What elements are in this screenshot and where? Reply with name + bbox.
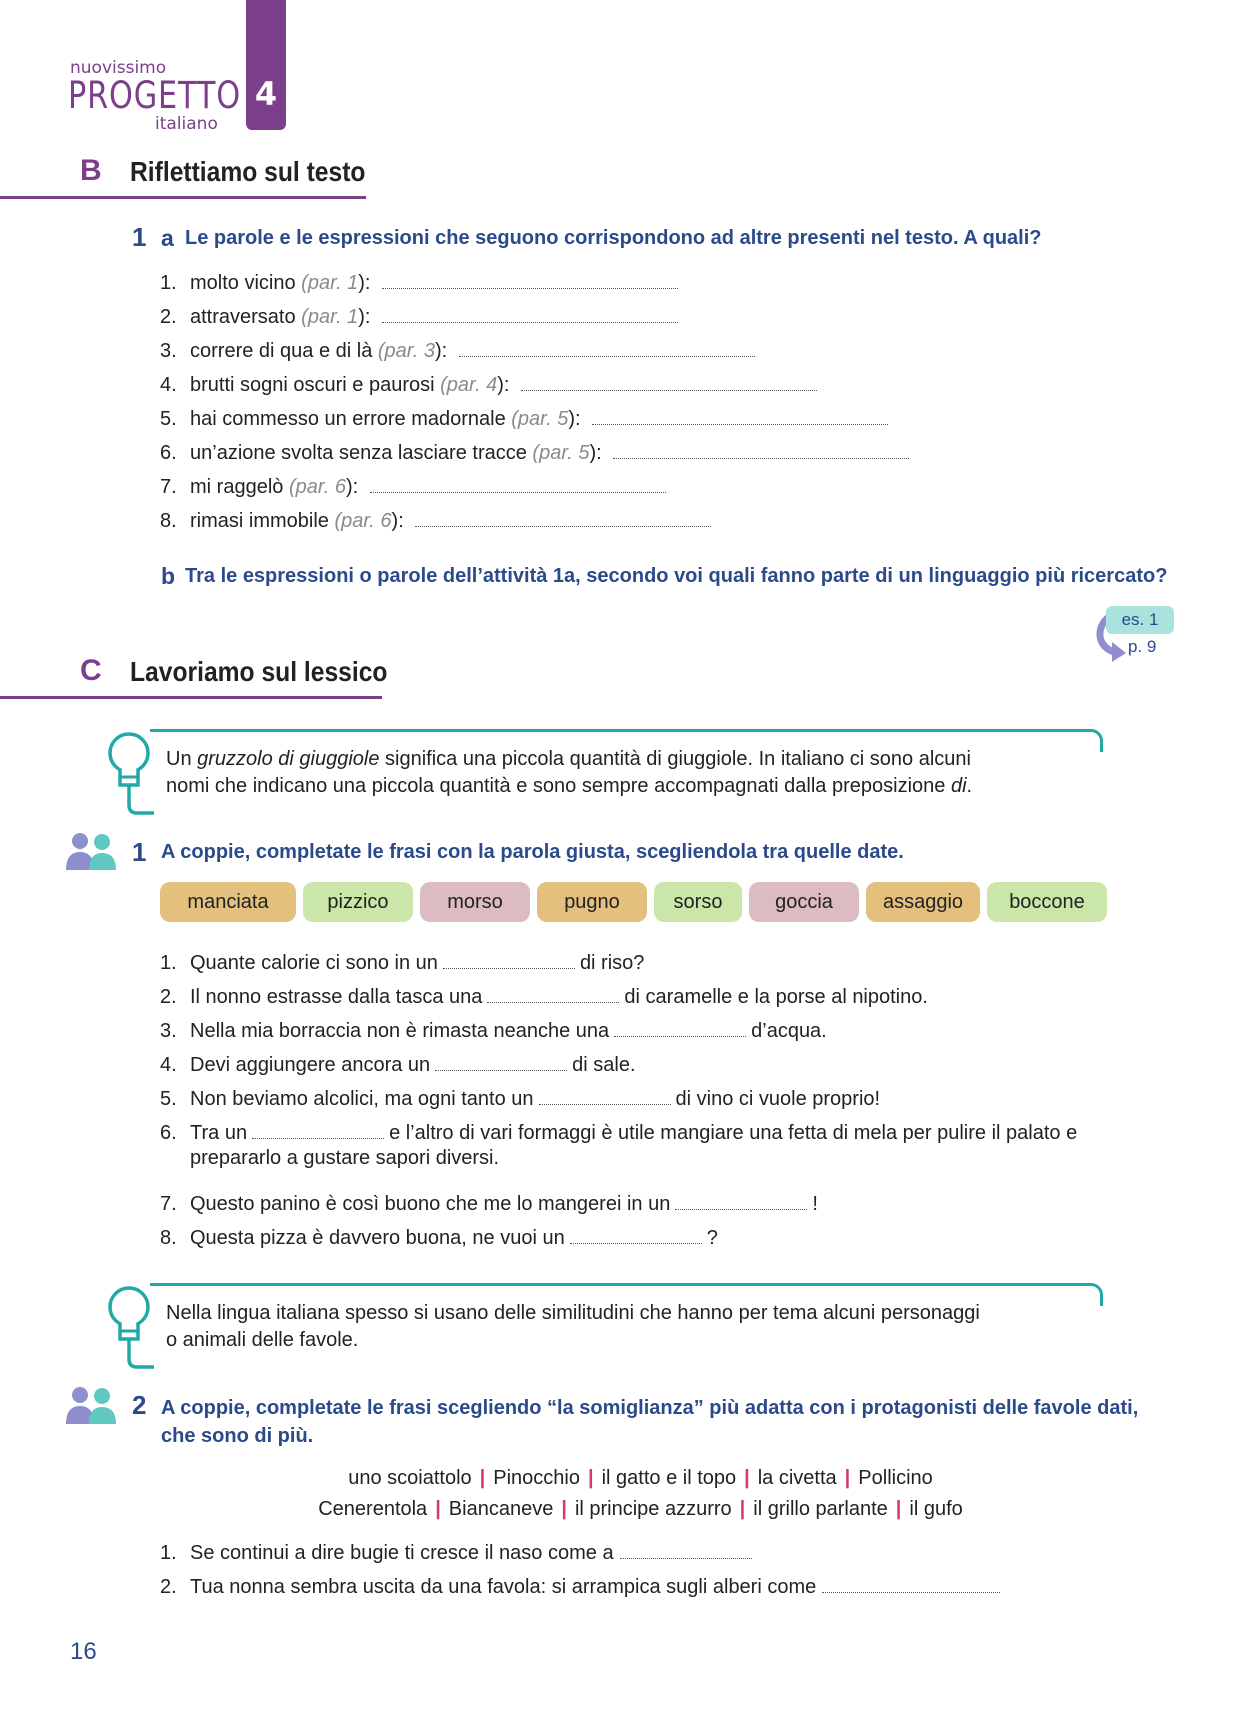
item-text-before: Non beviamo alcolici, ma ogni tanto un <box>190 1088 534 1110</box>
brand-main: PROGETTO <box>68 74 241 117</box>
paren-colon: ): <box>346 476 364 498</box>
paragraph-ref: par. 1 <box>307 272 359 294</box>
exercise-c1-number: 1 <box>132 837 147 867</box>
pair-work-icon <box>64 830 118 870</box>
paragraph-ref: par. 5 <box>517 408 569 430</box>
item-text-line2: prepararlo a gustare sapori diversi. <box>190 1147 500 1169</box>
separator-bar: | <box>561 1498 567 1520</box>
list-item <box>160 1122 1160 1170</box>
item-number: 8. <box>160 1227 177 1249</box>
list-item <box>160 1542 752 1565</box>
paren: ( <box>505 408 518 430</box>
item-text: Se continui a dire bugie ti cresce il naso come a <box>190 1542 614 1564</box>
item-number: 6. <box>160 442 177 464</box>
list-item <box>160 510 711 533</box>
answer-blank[interactable] <box>521 376 817 391</box>
answer-blank[interactable] <box>382 274 678 289</box>
item-number: 7. <box>160 476 177 498</box>
exercise-reference-page: p. 9 <box>1128 637 1157 656</box>
pair-work-icon <box>64 1384 118 1424</box>
brand-bottom: italiano <box>155 114 218 134</box>
answer-blank[interactable] <box>370 478 666 493</box>
exercise-c1-instruction: A coppie, completate le frasi con la parola giusta, scegliendola tra quelle date. <box>161 841 904 863</box>
tip-box-1-text: Un gruzzolo di giuggiole significa una piccola quantità di giuggiole. In italiano ci sono alcuni nomi che indicano una piccola quantità e sono sempre accompagnati dalla preposizione di. <box>166 748 973 797</box>
word-chip[interactable]: boccone <box>987 882 1107 922</box>
item-text-after: di caramelle e la porse al nipotino. <box>624 986 928 1008</box>
item-number: 6. <box>160 1122 177 1144</box>
item-number: 4. <box>160 374 177 396</box>
item-text: attraversato <box>190 306 296 328</box>
exercise-c2-number: 2 <box>132 1390 147 1420</box>
list-item <box>160 1576 1000 1599</box>
item-text: Tua nonna sembra uscita da una favola: si arrampica sugli alberi come <box>190 1576 817 1598</box>
item-text-after: ? <box>706 1227 718 1249</box>
word-chip[interactable]: assaggio <box>866 882 980 922</box>
volume-number: 4 <box>254 75 278 113</box>
word-chip[interactable]: goccia <box>749 882 859 922</box>
tip-box-2-text: Nella lingua italiana spesso si usano delle similitudini che hanno per tema alcuni personaggi o animali delle favole. <box>166 1302 980 1351</box>
item-number: 8. <box>160 510 177 532</box>
brand-top: nuovissimo <box>70 58 167 78</box>
list-item <box>160 1227 1160 1250</box>
item-text-before: Nella mia borraccia non è rimasta neanche una <box>190 1020 610 1042</box>
item-text: mi raggelò <box>190 476 284 498</box>
separator-bar: | <box>844 1467 851 1489</box>
paragraph-ref: par. 5 <box>539 442 590 464</box>
paren: ( <box>372 340 385 362</box>
character-option: il gatto e il topo <box>601 1467 737 1489</box>
answer-blank[interactable] <box>614 1022 746 1037</box>
item-number: 2. <box>160 1576 177 1598</box>
item-text: hai commesso un errore madornale <box>190 408 506 430</box>
item-text: molto vicino <box>190 272 296 294</box>
item-text-before: Questo panino è così buono che me lo mangerei in un <box>190 1193 671 1215</box>
item-text: correre di qua e di là <box>190 340 373 362</box>
character-option: la civetta <box>757 1467 837 1489</box>
answer-blank[interactable] <box>620 1544 752 1559</box>
item-text-before: Il nonno estrasse dalla tasca una <box>190 986 483 1008</box>
item-number: 3. <box>160 1020 177 1042</box>
character-option: il gufo <box>909 1498 963 1520</box>
list-item <box>160 1088 1160 1111</box>
answer-blank[interactable] <box>415 512 711 527</box>
answer-blank[interactable] <box>382 308 678 323</box>
character-option: Pollicino <box>858 1467 933 1489</box>
paren: ( <box>295 272 308 294</box>
section-b-rule <box>0 196 366 199</box>
character-option: Biancaneve <box>448 1498 554 1520</box>
answer-blank[interactable] <box>592 410 888 425</box>
answer-blank[interactable] <box>435 1056 567 1071</box>
item-text: rimasi immobile <box>190 510 329 532</box>
answer-blank[interactable] <box>459 342 755 357</box>
list-item <box>160 340 755 363</box>
exercise-b1a-letter: a <box>161 225 174 251</box>
list-item <box>160 1020 1160 1043</box>
separator-bar: | <box>739 1498 746 1520</box>
section-c-letter: C <box>80 654 102 687</box>
item-number: 2. <box>160 986 177 1008</box>
section-b-title: Riflettiamo sul testo <box>130 156 366 187</box>
word-chip[interactable]: morso <box>420 882 530 922</box>
list-item <box>160 442 909 465</box>
exercise-b1a-instruction: Le parole e le espressioni che seguono corrispondono ad altre presenti nel testo. A quali? <box>185 227 1042 249</box>
word-bank <box>160 882 1107 922</box>
answer-blank[interactable] <box>487 988 619 1003</box>
item-number: 7. <box>160 1193 177 1215</box>
answer-blank[interactable] <box>613 444 909 459</box>
list-item <box>160 1193 1160 1216</box>
paren: ( <box>283 476 296 498</box>
separator-bar: | <box>479 1467 486 1489</box>
answer-blank[interactable] <box>570 1229 702 1244</box>
answer-blank[interactable] <box>675 1195 807 1210</box>
answer-blank[interactable] <box>539 1090 671 1105</box>
paren-colon: ): <box>434 340 453 362</box>
page-number: 16 <box>70 1638 97 1665</box>
item-number: 3. <box>160 340 177 362</box>
character-bank-row-1 <box>0 1467 1241 1490</box>
item-text-after: di riso? <box>579 952 645 974</box>
item-text-after: ! <box>812 1193 818 1215</box>
item-number: 5. <box>160 1088 177 1110</box>
paren-colon: ): <box>358 272 377 294</box>
word-chip[interactable]: manciata <box>160 882 296 922</box>
word-chip[interactable]: sorso <box>654 882 742 922</box>
item-text-before: Questa pizza è davvero buona, ne vuoi un <box>190 1227 565 1249</box>
paragraph-ref: par. 6 <box>295 476 347 498</box>
item-text: un’azione svolta senza lasciare tracce <box>190 442 527 464</box>
item-text-after: di sale. <box>572 1054 636 1076</box>
list-item <box>160 952 1160 975</box>
separator-bar: | <box>587 1467 594 1489</box>
list-item <box>160 272 678 295</box>
item-text-after: di vino ci vuole proprio! <box>675 1088 881 1110</box>
exercise-b1-number: 1 <box>132 222 147 252</box>
answer-blank[interactable] <box>822 1578 1000 1593</box>
paren-colon: ): <box>497 374 515 396</box>
character-option: Cenerentola <box>318 1498 428 1520</box>
section-c-title: Lavoriamo sul lessico <box>130 656 388 687</box>
paren-colon: ): <box>589 442 608 464</box>
character-bank-row-2 <box>0 1498 1241 1521</box>
lightbulb-icon <box>104 1283 154 1371</box>
item-text-after: d’acqua. <box>751 1020 827 1042</box>
paren: ( <box>295 306 308 328</box>
paren: ( <box>526 442 540 464</box>
character-option: il principe azzurro <box>574 1498 732 1520</box>
paren-colon: ): <box>568 408 587 430</box>
list-item <box>160 408 888 431</box>
item-number: 1. <box>160 272 177 294</box>
paragraph-ref: par. 1 <box>307 306 359 328</box>
item-text-before: Tra un <box>190 1122 248 1144</box>
paragraph-ref: par. 6 <box>341 510 392 532</box>
lightbulb-icon <box>104 729 154 817</box>
paren: ( <box>328 510 342 532</box>
paragraph-ref: par. 3 <box>384 340 435 362</box>
character-option: Pinocchio <box>493 1467 580 1489</box>
character-option: uno scoiattolo <box>348 1467 472 1489</box>
answer-blank[interactable] <box>443 954 575 969</box>
section-c-rule <box>0 696 382 699</box>
separator-bar: | <box>744 1467 750 1489</box>
item-number: 1. <box>160 952 177 974</box>
list-item <box>160 1054 1160 1077</box>
item-text-before: Quante calorie ci sono in un <box>190 952 438 974</box>
exercise-b1b-letter: b <box>161 563 176 589</box>
exercise-reference-badge[interactable]: es. 1 <box>1106 606 1174 634</box>
word-chip[interactable]: pizzico <box>303 882 413 922</box>
paren: ( <box>434 374 447 396</box>
paren-colon: ): <box>391 510 410 532</box>
section-b-letter: B <box>80 154 102 187</box>
exercise-c2-instruction: A coppie, completate le frasi scegliendo “la somiglianza” più adatta con i protagonisti delle favole dati, che sono di più. <box>161 1397 1139 1447</box>
list-item <box>160 374 817 397</box>
item-text: brutti sogni oscuri e paurosi <box>190 374 435 396</box>
paren-colon: ): <box>358 306 377 328</box>
separator-bar: | <box>435 1498 441 1520</box>
item-number: 4. <box>160 1054 177 1076</box>
separator-bar: | <box>895 1498 902 1520</box>
item-number: 1. <box>160 1542 177 1564</box>
answer-blank[interactable] <box>252 1124 384 1139</box>
item-text-before: Devi aggiungere ancora un <box>190 1054 431 1076</box>
item-number: 2. <box>160 306 177 328</box>
word-chip[interactable]: pugno <box>537 882 647 922</box>
list-item <box>160 986 1160 1009</box>
list-item <box>160 306 678 329</box>
exercise-b1b-instruction: Tra le espressioni o parole dell’attività 1a, secondo voi quali fanno parte di un linguaggio più ricercato? <box>185 565 1168 587</box>
item-text-after: e l’altro di vari formaggi è utile mangiare una fetta di mela per pulire il palato e <box>389 1122 1078 1144</box>
character-option: il grillo parlante <box>753 1498 888 1520</box>
paragraph-ref: par. 4 <box>446 374 498 396</box>
list-item <box>160 476 666 499</box>
item-number: 5. <box>160 408 177 430</box>
